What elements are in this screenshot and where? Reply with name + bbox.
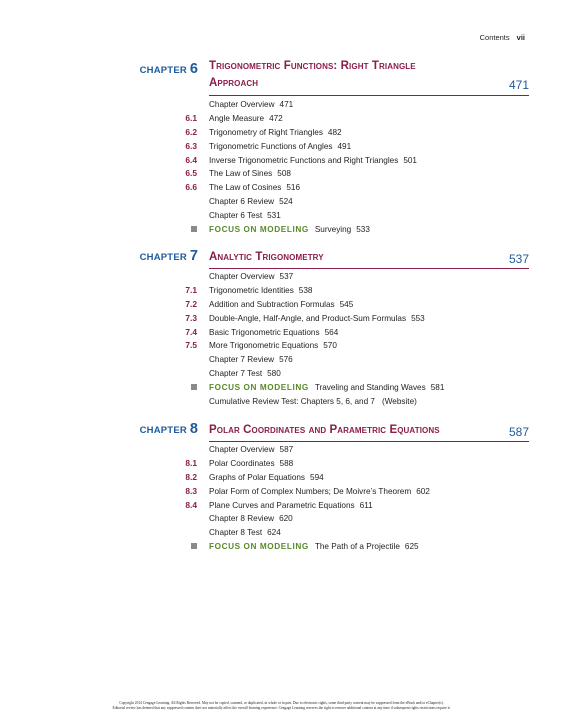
- entry-page: 501: [403, 155, 417, 165]
- chapter-label: [140, 60, 198, 78]
- section-number: 8.2: [185, 471, 197, 482]
- toc-entry[interactable]: [0, 443, 563, 457]
- section-number: 8.4: [185, 499, 197, 510]
- entry-page: 491: [337, 141, 352, 151]
- entry-title: Angle Measure: [209, 113, 265, 123]
- toc-entry[interactable]: [0, 284, 563, 298]
- toc-entry[interactable]: [0, 499, 563, 513]
- entry-page: 588: [279, 458, 294, 468]
- section-number: 7.1: [185, 284, 197, 295]
- toc-entry[interactable]: [0, 512, 563, 526]
- toc-entry[interactable]: [0, 367, 563, 381]
- focus-label: FOCUS ON MODELING: [209, 383, 309, 393]
- entry-title: Trigonometry of Right Triangles: [209, 127, 323, 137]
- chapter-title[interactable]: [209, 249, 499, 266]
- copyright-line: Editorial review has deemed that any suppressed content does not materially affect the overall learning experience. Cengage Learning reserves the right to remove additional content at any time if subsequent rights restrictions require it.: [112, 706, 451, 710]
- toc-entry[interactable]: [0, 98, 563, 112]
- entry-page: 624: [267, 528, 281, 538]
- chapter-rule: [209, 441, 529, 442]
- entry-page: 553: [411, 313, 425, 323]
- copyright-line: Copyright 2014 Cengage Learning. All Rights Reserved. May not be copied, scanned, or duplicated, in whole or in part. Due to electronic rights, some third party content may be suppressed from the eBook and/or eChapter(s).: [119, 701, 444, 705]
- section-number: 8.1: [185, 457, 197, 468]
- section-number: 7.3: [185, 312, 197, 323]
- toc-entry[interactable]: [0, 270, 563, 284]
- chapter-6-section: [0, 58, 563, 235]
- entry-title: Basic Trigonometric Equations: [209, 327, 320, 337]
- chapter-8-section: [0, 421, 563, 552]
- entry-page: 620: [279, 514, 293, 524]
- chapter-word: CHAPTER: [139, 425, 187, 436]
- entry-title: Chapter Overview: [209, 100, 275, 109]
- toc-entry[interactable]: [0, 126, 563, 140]
- entry-page: 538: [298, 285, 313, 295]
- page-number: vii: [516, 33, 525, 42]
- section-number: 6.3: [185, 140, 197, 151]
- chapter-label: [140, 420, 198, 438]
- chapter-entries: [0, 443, 563, 554]
- chapter-number: 6: [189, 61, 198, 77]
- chapter-title-line: Analytic Trigonometry: [209, 251, 324, 263]
- entry-title: Chapter 8 Test: [209, 528, 263, 538]
- entry-page: 545: [339, 299, 354, 309]
- entry-title: Double-Angle, Half-Angle, and Product-Sum Formulas: [209, 313, 407, 323]
- entry-title: Trigonometric Functions of Angles: [209, 141, 333, 151]
- entry-title: Trigonometric Identities: [209, 285, 294, 295]
- entry-page: 611: [359, 500, 373, 510]
- entry-page: 471: [279, 100, 294, 109]
- running-head: [480, 33, 525, 42]
- toc-entry[interactable]: [0, 457, 563, 471]
- section-number: 6.4: [185, 154, 197, 165]
- section-number: 6.5: [185, 168, 197, 179]
- section-number: 7.4: [185, 326, 197, 337]
- entry-page: 580: [267, 369, 281, 379]
- chapter-word: CHAPTER: [139, 252, 187, 263]
- entry-title: Surveying: [314, 225, 352, 235]
- entry-title: Chapter 7 Test: [209, 369, 263, 379]
- entry-page: 531: [267, 211, 281, 221]
- entry-page: 564: [324, 327, 339, 337]
- chapter-header: [0, 249, 563, 267]
- entry-title: The Law of Sines: [209, 169, 273, 179]
- chapter-entries: [0, 270, 563, 409]
- toc-entry-focus[interactable]: [0, 381, 563, 395]
- toc-entry[interactable]: [0, 471, 563, 485]
- chapter-title[interactable]: [209, 422, 499, 439]
- toc-entry[interactable]: [0, 112, 563, 126]
- entry-page: (Website): [381, 397, 417, 407]
- entry-title: Traveling and Standing Waves: [314, 383, 426, 393]
- chapter-entries: [0, 98, 563, 237]
- entry-title: Chapter 8 Review: [209, 514, 275, 524]
- chapter-number: 8: [189, 421, 198, 437]
- toc-entry[interactable]: [0, 140, 563, 154]
- toc-entry[interactable]: [0, 298, 563, 312]
- entry-page: 625: [404, 542, 419, 552]
- section-number: 7.5: [185, 340, 197, 351]
- square-bullet-icon: [191, 384, 197, 390]
- toc-entry[interactable]: [0, 353, 563, 367]
- entry-page: 537: [279, 272, 294, 281]
- chapter-title-line: Approach: [209, 77, 259, 89]
- entry-title: Inverse Trigonometric Functions and Right Triangles: [209, 155, 399, 165]
- entry-title: The Path of a Projectile: [314, 542, 400, 552]
- section-number: 6.1: [185, 112, 197, 123]
- toc-entry[interactable]: [0, 167, 563, 181]
- focus-label: FOCUS ON MODELING: [209, 225, 309, 235]
- entry-title: Graphs of Polar Equations: [209, 472, 306, 482]
- entry-title: Addition and Subtraction Formulas: [209, 299, 335, 309]
- entry-title: Cumulative Review Test: Chapters 5, 6, and 7: [209, 397, 375, 407]
- copyright-notice: [0, 701, 563, 711]
- toc-entry-focus[interactable]: [0, 540, 563, 554]
- chapter-rule: [209, 95, 529, 96]
- entry-page: 516: [286, 183, 301, 193]
- entry-page: 576: [279, 355, 293, 365]
- entry-title: Plane Curves and Parametric Equations: [209, 500, 355, 510]
- toc-entry[interactable]: [0, 154, 563, 168]
- entry-title: Chapter Overview: [209, 272, 275, 281]
- entry-page: 602: [416, 486, 430, 496]
- chapter-header: [0, 422, 563, 440]
- chapter-title-line: Polar Coordinates and Parametric Equations: [209, 424, 440, 436]
- chapter-title[interactable]: [209, 58, 499, 92]
- square-bullet-icon: [191, 543, 197, 549]
- toc-entry[interactable]: [0, 195, 563, 209]
- entry-page: 482: [327, 127, 342, 137]
- chapter-label: [140, 247, 198, 265]
- chapter-page: 471: [508, 78, 529, 92]
- chapter-number: 7: [189, 248, 198, 264]
- entry-page: 472: [269, 113, 283, 123]
- toc-entry[interactable]: [0, 326, 563, 340]
- toc-entry[interactable]: [0, 485, 563, 499]
- chapter-title-line: Trigonometric Functions: Right Triangle: [209, 60, 416, 72]
- entry-page: 570: [323, 341, 337, 351]
- entry-title: The Law of Cosines: [209, 183, 282, 193]
- entry-title: More Trigonometric Equations: [209, 341, 319, 351]
- section-number: 8.3: [185, 485, 197, 496]
- entry-page: 533: [356, 225, 370, 235]
- entry-page: 581: [430, 383, 445, 393]
- entry-page: 508: [277, 169, 291, 179]
- toc-entry[interactable]: [0, 181, 563, 195]
- entry-page: 587: [279, 445, 294, 454]
- entry-title: Chapter 6 Test: [209, 211, 263, 221]
- chapter-7-section: [0, 248, 563, 407]
- toc-entry[interactable]: [0, 312, 563, 326]
- entry-page: 524: [279, 197, 293, 207]
- chapter-word: CHAPTER: [139, 65, 187, 76]
- entry-page: 594: [310, 472, 324, 482]
- section-number: 6.2: [185, 126, 197, 137]
- section-number: 7.2: [185, 298, 197, 309]
- entry-title: Chapter 7 Review: [209, 355, 275, 365]
- chapter-page: 537: [508, 252, 529, 266]
- entry-title: Chapter Overview: [209, 445, 275, 454]
- section-number: 6.6: [185, 182, 197, 193]
- entry-title: Chapter 6 Review: [209, 197, 275, 207]
- square-bullet-icon: [191, 226, 197, 232]
- toc-entry-focus[interactable]: [0, 223, 563, 237]
- chapter-rule: [209, 268, 529, 269]
- toc-entry[interactable]: [0, 526, 563, 540]
- toc-entry[interactable]: [0, 209, 563, 223]
- toc-entry[interactable]: [0, 395, 563, 409]
- running-head-label: Contents: [479, 33, 510, 42]
- entry-title: Polar Form of Complex Numbers; De Moivre’s Theorem: [209, 486, 412, 496]
- chapter-page: 587: [508, 425, 529, 439]
- focus-label: FOCUS ON MODELING: [209, 542, 309, 552]
- entry-title: Polar Coordinates: [209, 458, 275, 468]
- chapter-header: [0, 58, 563, 94]
- toc-entry[interactable]: [0, 339, 563, 353]
